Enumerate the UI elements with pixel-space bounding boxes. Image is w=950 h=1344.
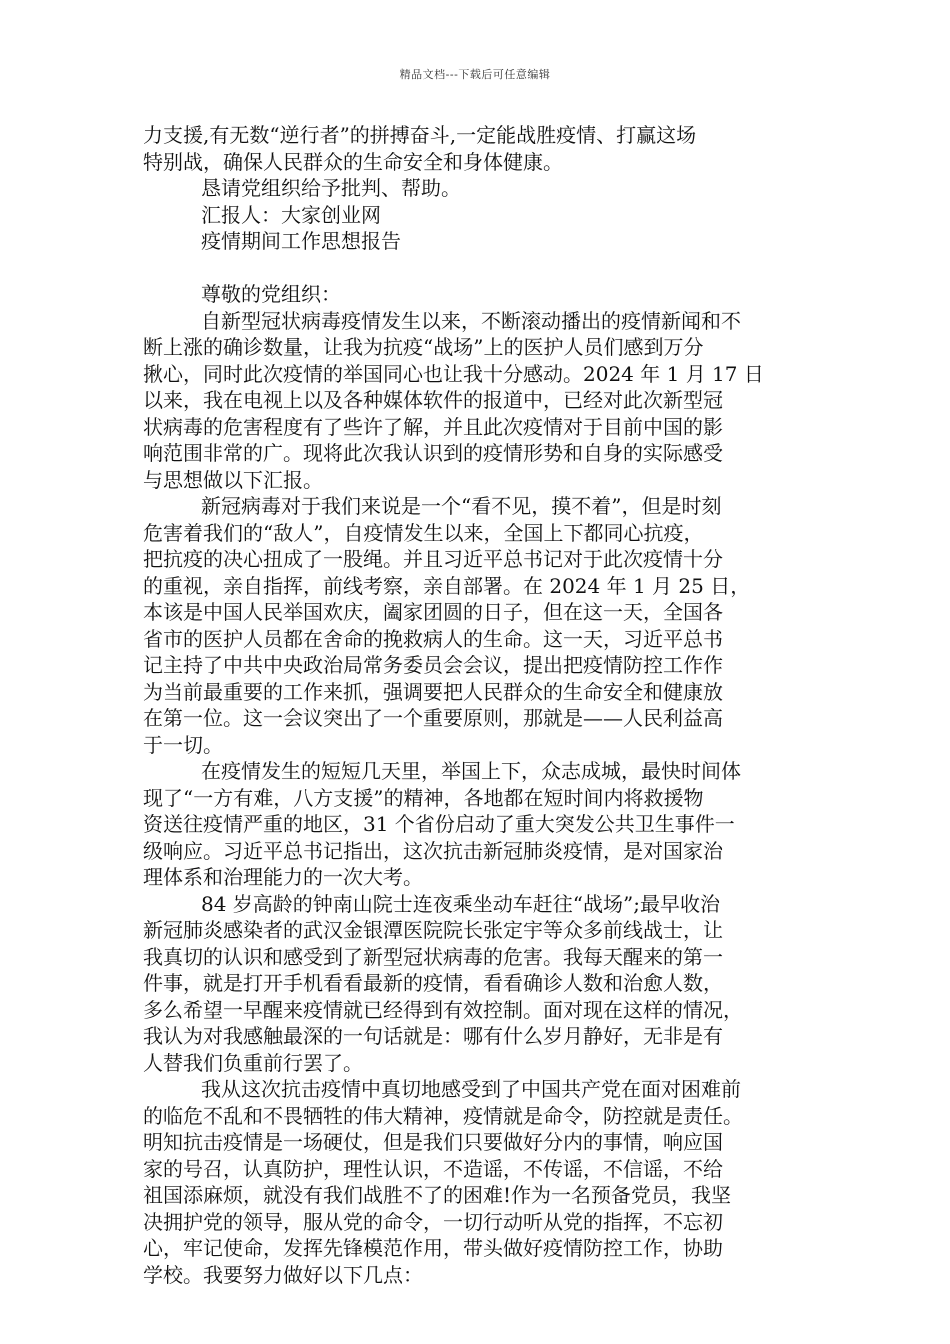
text-line: 人替我们负重前行罢了。: [143, 1050, 363, 1075]
text-line: 揪心，同时此次疫情的举国同心也让我十分感动。2024 年 1 月 17 日: [143, 361, 764, 386]
text-line: 的临危不乱和不畏牺牲的伟大精神，疫情就是命令，防控就是责任。: [143, 1103, 743, 1128]
text-line: 省市的医护人员都在舍命的挽救病人的生命。这一天，习近平总书: [143, 626, 723, 651]
text-line: 件事，就是打开手机看看最新的疫情，看看确诊人数和治愈人数，: [143, 971, 723, 995]
text-line: 自新型冠状病毒疫情发生以来，不断滚动播出的疫情新闻和不: [201, 308, 741, 333]
text-line: 决拥护党的领导，服从党的命令，一切行动听从党的指挥，不忘初: [143, 1209, 723, 1234]
text-line: 本该是中国人民举国欢庆，阖家团圆的日子，但在这一天，全国各: [143, 600, 723, 624]
text-line: 新冠肺炎感染者的武汉金银潭医院院长张定宇等众多前线战士，让: [143, 918, 723, 942]
text-line: 特别战，确保人民群众的生命安全和身体健康。: [143, 149, 563, 174]
text-line: 以来，我在电视上以及各种媒体软件的报道中，已经对此次新型冠: [143, 388, 723, 412]
text-line: 家的号召，认真防护，理性认识，不造谣，不传谣，不信谣，不给: [143, 1156, 723, 1181]
text-line: 断上涨的确诊数量，让我为抗疫“战场”上的医护人员们感到万分: [143, 335, 704, 359]
text-line: 84 岁高龄的钟南山院士连夜乘坐动车赶往“战场”;最早收治: [201, 891, 720, 916]
text-line: 我真切的认识和感受到了新型冠状病毒的危害。我每天醒来的第一: [143, 944, 723, 969]
text-line: 现了“一方有难，八方支援”的精神，各地都在短时间内将救援物: [143, 785, 704, 810]
page-header: 精品文档---下载后可任意编辑: [399, 68, 551, 81]
text-line: 祖国添麻烦，就没有我们战胜不了的困难!作为一名预备党员，我坚: [143, 1183, 732, 1207]
text-line: 力支援,有无数“逆行者”的拼搏奋斗,一定能战胜疫情、打赢这场: [143, 123, 697, 147]
blank-line: [143, 255, 818, 282]
text-line: 我认为对我感触最深的一句话就是：哪有什么岁月静好，无非是有: [143, 1024, 723, 1048]
text-line: 级响应。习近平总书记指出，这次抗击新冠肺炎疫情，是对国家治: [143, 838, 723, 863]
text-line: 记主持了中共中央政治局常务委员会会议，提出把疫情防控工作作: [143, 653, 723, 677]
text-line: 的重视，亲自指挥，前线考察，亲自部署。在 2024 年 1 月 25 日，: [143, 573, 751, 598]
text-line: 汇报人：大家创业网: [201, 202, 381, 227]
text-line: 尊敬的党组织：: [201, 282, 341, 306]
text-line: 与思想做以下汇报。: [143, 467, 323, 492]
text-line: 多么希望一早醒来疫情就已经得到有效控制。面对现在这样的情况，: [143, 997, 743, 1022]
text-line: 资送往疫情严重的地区，31 个省份启动了重大突发公共卫生事件一: [143, 812, 735, 836]
text-line: 危害着我们的“敌人”，自疫情发生以来，全国上下都同心抗疫，: [143, 520, 704, 545]
text-line: 为当前最重要的工作来抓，强调要把人民群众的生命安全和健康放: [143, 679, 723, 704]
text-line: 响范围非常的广。现将此次我认识到的疫情形势和自身的实际感受: [143, 441, 723, 465]
text-line: 于一切。: [143, 732, 223, 757]
text-line: 我从这次抗击疫情中真切地感受到了中国共产党在面对困难前: [201, 1077, 741, 1101]
text-line: 学校。我要努力做好以下几点：: [143, 1262, 423, 1287]
text-line: 把抗疫的决心扭成了一股绳。并且习近平总书记对于此次疫情十分: [143, 547, 723, 571]
text-line: 在疫情发生的短短几天里，举国上下，众志成城，最快时间体: [201, 759, 741, 783]
text-line: 在第一位。这一会议突出了一个重要原则，那就是——人民利益高: [143, 706, 723, 730]
text-line: 疫情期间工作思想报告: [201, 229, 401, 253]
text-line: 状病毒的危害程度有了些许了解，并且此次疫情对于目前中国的影: [143, 414, 723, 439]
document-body: [143, 122, 818, 1288]
text-line: 明知抗击疫情是一场硬仗，但是我们只要做好分内的事情，响应国: [143, 1130, 723, 1154]
text-line: 恳请党组织给予批判、帮助。: [201, 176, 461, 200]
text-line: 心，牢记使命，发挥先锋模范作用，带头做好疫情防控工作，协助: [143, 1236, 723, 1260]
text-line: 理体系和治理能力的一次大考。: [143, 865, 423, 889]
text-line: 新冠病毒对于我们来说是一个“看不见，摸不着”，但是时刻: [201, 494, 722, 518]
